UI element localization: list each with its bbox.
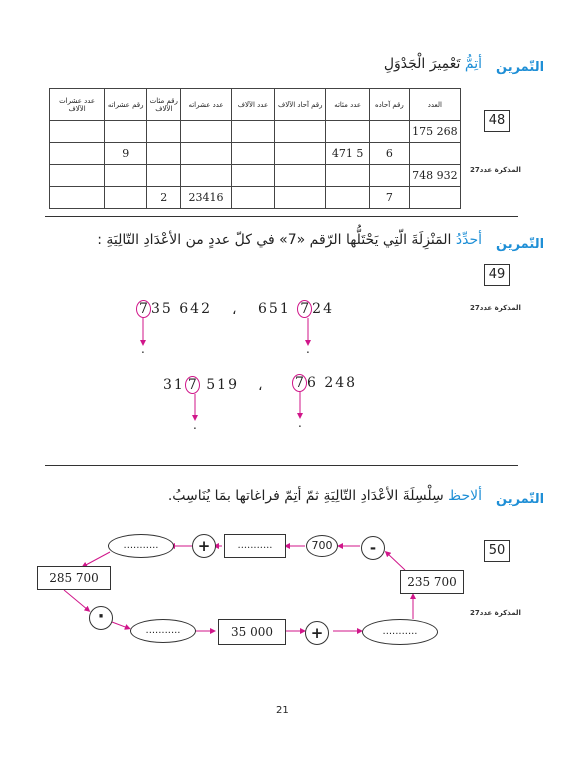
box-right: 235 700 <box>400 570 464 594</box>
plus-operator-top: + <box>192 534 216 558</box>
ex50-verb: ألاحظ <box>448 488 482 504</box>
oval-bottom-left-blank: ........... <box>130 619 196 643</box>
blank-4: . <box>298 416 302 430</box>
blank-2: . <box>306 342 310 356</box>
table-cell[interactable]: 23416 <box>181 187 231 209</box>
table-header-cell: رقم آحاده <box>370 89 410 121</box>
table-header-cell: عدد عشراته <box>181 89 231 121</box>
comma-1: ، <box>232 302 237 318</box>
table-header-cell: العدد <box>409 89 460 121</box>
ex50-number: 50 <box>484 540 510 562</box>
table-header-cell: رقم آحاد الآلاف <box>275 89 326 121</box>
ex48-label: التّمرين <box>496 60 545 75</box>
table-header-cell: عدد مئاته <box>326 89 370 121</box>
page-number: 21 <box>276 705 289 716</box>
table-cell[interactable]: 6 <box>370 143 410 165</box>
ex50-note: المذكرة عدد27 <box>470 609 521 617</box>
number-before: 651 <box>258 301 298 317</box>
circled-digit: 7 <box>297 300 312 318</box>
ex48-number: 48 <box>484 110 510 132</box>
minus-operator: - <box>361 536 385 560</box>
table-cell[interactable]: 5 471 <box>326 143 370 165</box>
blank-3: . <box>193 418 197 432</box>
blank-1: . <box>141 342 145 356</box>
table-header-cell: رقم مئات الآلاف <box>147 89 181 121</box>
ex49-note: المذكرة عدد27 <box>470 304 521 312</box>
number-rest: 519 <box>199 377 239 393</box>
number-rest: 35 642 <box>151 301 212 317</box>
table-cell[interactable]: 9 <box>105 143 147 165</box>
box-mid: 35 000 <box>218 619 286 645</box>
box-top-blank: ........... <box>224 534 286 558</box>
oval-top-left-blank: ........... <box>108 534 174 558</box>
circled-digit: 7 <box>136 300 151 318</box>
ex49-label: التّمرين <box>496 237 545 252</box>
oval-bottom-right-blank: ........... <box>362 619 438 645</box>
plus-operator-bottom: + <box>305 621 329 645</box>
ex49-number: 49 <box>484 264 510 286</box>
ex50-instruction: سِلْسِلَةَ الأعْدَادِ التّالِيَةِ ثمّ أتِمّ فراغاتها بمَا يُنَاسِبُ. <box>167 488 444 504</box>
circled-digit: 7 <box>292 374 307 392</box>
box-left: 285 700 <box>37 566 111 590</box>
ex50-label: التّمرين <box>496 492 545 507</box>
comma-2: ، <box>258 378 263 394</box>
table-cell[interactable]: 2 <box>147 187 181 209</box>
number-rest: 24 <box>312 301 334 317</box>
ex48-instruction: تَعْمِيرَ الْجَدْوَلِ <box>383 56 461 72</box>
table-header-cell: رقم عشراته <box>105 89 147 121</box>
number-before: 31 <box>163 377 185 393</box>
table-cell[interactable]: 932 748 <box>409 165 460 187</box>
dot-operator: · <box>89 606 113 630</box>
table-header-cell: عدد الآلاف <box>231 89 275 121</box>
table-cell[interactable]: 268 175 <box>409 121 460 143</box>
ex48-verb: أتِمُّ <box>464 56 482 72</box>
oval-700: 700 <box>306 535 338 557</box>
table-header-cell: عدد عشرات الآلاف <box>50 89 105 121</box>
ex49-verb: أحدِّدُ <box>455 232 482 248</box>
table-cell[interactable]: 7 <box>370 187 410 209</box>
ex49-instruction: المَنْزِلَةَ الّتِي يَحْتَلُّها الرّقم «7» في كلّ عددٍ من الأعْدَادِ التّالِيَةِ : <box>97 232 452 248</box>
number-rest: 6 248 <box>307 375 358 391</box>
circled-digit: 7 <box>185 376 200 394</box>
ex48-note: المذكرة عدد27 <box>470 166 521 174</box>
